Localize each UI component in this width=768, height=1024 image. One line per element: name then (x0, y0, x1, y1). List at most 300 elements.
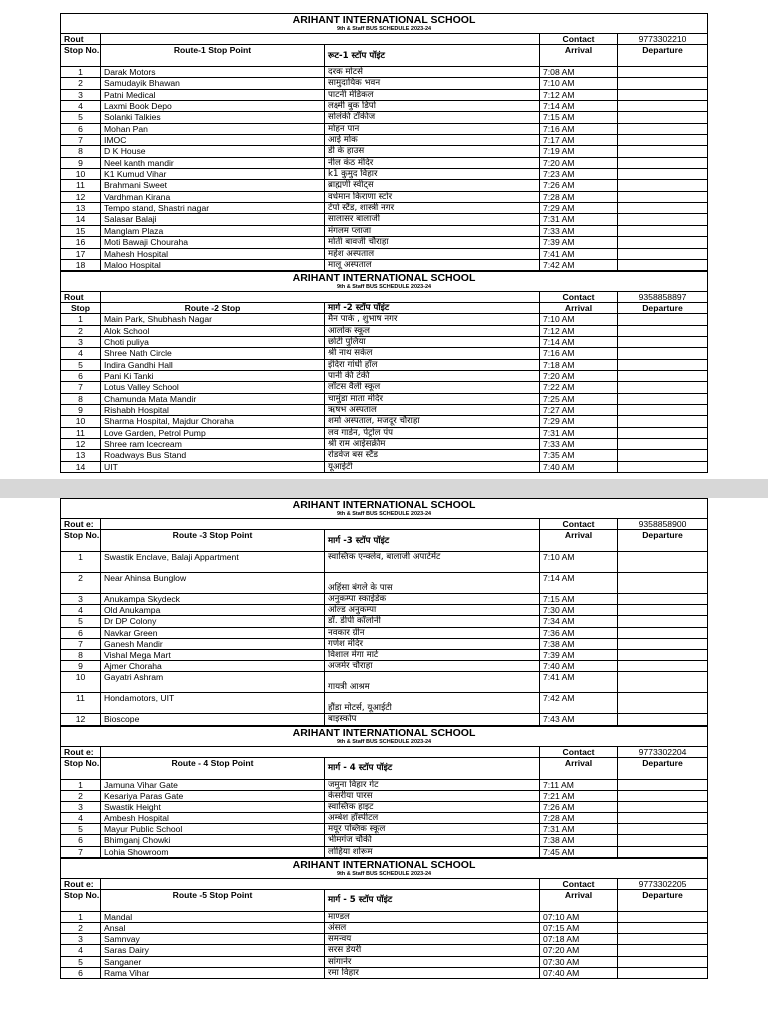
stop-name-en: Manglam Plaza (101, 225, 325, 236)
departure-time (618, 359, 708, 370)
stop-number: 5 (61, 956, 101, 967)
departure-time (618, 638, 708, 649)
departure-time (618, 649, 708, 660)
stop-name-hi: अम्बेश हॉस्पीटल (325, 813, 540, 824)
stop-number: 6 (61, 627, 101, 638)
departure-header: Departure (618, 757, 708, 779)
stop-name-hi: मंगलम प्लाजा (325, 225, 540, 236)
arrival-time: 07:20 AM (540, 945, 618, 956)
stop-name-en: Swastik Enclave, Balaji Appartment (101, 552, 325, 573)
stop-name-en: Patni Medical (101, 89, 325, 100)
table-row (61, 123, 708, 134)
stop-number: 3 (61, 801, 101, 812)
arrival-time: 7:40 AM (540, 461, 618, 472)
table-row (61, 89, 708, 100)
stop-name-hi: जमुना विहार गेट (325, 779, 540, 790)
stop-name-hi: बाइस्कोप (325, 714, 540, 725)
arrival-time: 7:27 AM (540, 404, 618, 415)
arrival-time: 7:08 AM (540, 67, 618, 78)
stop-name-hi: छोटी पुलिया (325, 336, 540, 347)
table-row (61, 169, 708, 180)
stop-number: 11 (61, 427, 101, 438)
stop-name-hi: रमा विहार (325, 967, 540, 978)
arrival-time: 7:28 AM (540, 191, 618, 202)
stop-number: 7 (61, 846, 101, 857)
stop-name-en: Mandal (101, 911, 325, 922)
arrival-time: 7:31 AM (540, 427, 618, 438)
stop-number: 2 (61, 790, 101, 801)
stop-name-en: Chamunda Mata Mandir (101, 393, 325, 404)
arrival-time: 7:16 AM (540, 348, 618, 359)
table-row (61, 714, 708, 725)
departure-time (618, 101, 708, 112)
schedule-page-2 (60, 498, 707, 1024)
stop-number: 2 (61, 923, 101, 934)
departure-time (618, 835, 708, 846)
stop-name-en: Kesariya Paras Gate (101, 790, 325, 801)
arrival-time: 7:20 AM (540, 157, 618, 168)
stop-number: 4 (61, 101, 101, 112)
stop-name-hi: स्वास्तिक एन्क्लेव, बालाजी अपार्टमेंट (325, 552, 540, 573)
contact-label: Contact (540, 292, 618, 303)
departure-time (618, 616, 708, 627)
table-row (61, 203, 708, 214)
table-row (61, 616, 708, 627)
arrival-time: 7:25 AM (540, 393, 618, 404)
stop-name-hi: हौंडा मोटर्स, यूआईटी (325, 693, 540, 714)
departure-time (618, 336, 708, 347)
stop-name-hi: रोडवेज बस स्टैंड (325, 450, 540, 461)
stop-name-hi: सरस डेयरी (325, 945, 540, 956)
page-gap (0, 479, 768, 498)
stop-number: 10 (61, 416, 101, 427)
arrival-time: 7:41 AM (540, 672, 618, 693)
stop-name-hi: विशाल मेगा मार्ट (325, 649, 540, 660)
stop-name-hi: ऋषभ अस्पताल (325, 404, 540, 415)
departure-time (618, 416, 708, 427)
stop-number: 3 (61, 594, 101, 605)
arrival-time: 7:39 AM (540, 237, 618, 248)
table-row (61, 661, 708, 672)
departure-time (618, 693, 708, 714)
departure-header: Departure (618, 303, 708, 314)
arrival-time: 7:35 AM (540, 450, 618, 461)
stop-number: 5 (61, 112, 101, 123)
stop-name-hi: पानी की टंकी (325, 370, 540, 381)
stop-number: 14 (61, 461, 101, 472)
departure-time (618, 714, 708, 725)
stop-name-hi: लक्ष्मी बुक डिपो (325, 101, 540, 112)
stop-number: 15 (61, 225, 101, 236)
stop-name-en: Mayur Public School (101, 824, 325, 835)
stop-no-header: Stop No. (61, 889, 101, 911)
stop-name-hi: इंदिरा गांधी हॉल (325, 359, 540, 370)
stop-name-en: Ajmer Choraha (101, 661, 325, 672)
stop-name-hi: महेश अस्पताल (325, 248, 540, 259)
stop-name-en: Anukampa Skydeck (101, 594, 325, 605)
stop-name-hi: मोहन पान (325, 123, 540, 134)
stop-name-hi: अंसल (325, 923, 540, 934)
blank-cell (101, 292, 540, 303)
arrival-time: 7:38 AM (540, 835, 618, 846)
stop-number: 13 (61, 203, 101, 214)
departure-time (618, 314, 708, 325)
arrival-time: 7:12 AM (540, 89, 618, 100)
table-row (61, 146, 708, 157)
stop-number: 9 (61, 157, 101, 168)
contact-number: 9773302204 (618, 746, 708, 757)
stop-name-hi: सालासर बालाजी (325, 214, 540, 225)
table-row (61, 573, 708, 594)
arrival-header: Arrival (540, 889, 618, 911)
stop-name-hi: सोलंकी टॉकीज (325, 112, 540, 123)
table-row (61, 846, 708, 857)
stop-number: 6 (61, 967, 101, 978)
arrival-time: 7:42 AM (540, 259, 618, 270)
stop-no-header: Stop No. (61, 757, 101, 779)
table-row (61, 824, 708, 835)
stop-name-hi: अजमेर चौराहा (325, 661, 540, 672)
departure-time (618, 552, 708, 573)
departure-time (618, 135, 708, 146)
stop-no-header: Stop No. (61, 45, 101, 67)
stop-name-hi: डी के हाउस (325, 146, 540, 157)
route-5-table (60, 858, 708, 979)
schedule-subtitle: 9th & Staff BUS SCHEDULE 2023-24 (336, 26, 432, 32)
schedule-page-1 (60, 13, 707, 479)
route-name-hi: मार्ग - 4 स्टॉप पॉइंट (325, 757, 540, 779)
stop-no-header: Stop (61, 303, 101, 314)
stop-name-en: D K House (101, 146, 325, 157)
stop-number: 17 (61, 248, 101, 259)
arrival-time: 7:14 AM (540, 101, 618, 112)
stop-name-hi: आलोक स्कूल (325, 325, 540, 336)
arrival-time: 7:31 AM (540, 824, 618, 835)
arrival-time: 7:31 AM (540, 214, 618, 225)
route-name-en: Route -3 Stop Point (101, 530, 325, 552)
arrival-time: 7:10 AM (540, 78, 618, 89)
stop-number: 10 (61, 169, 101, 180)
stop-name-en: Gayatri Ashram (101, 672, 325, 693)
stop-name-en: Vishal Mega Mart (101, 649, 325, 660)
departure-header: Departure (618, 889, 708, 911)
departure-time (618, 404, 708, 415)
rout-label: Rout (61, 34, 101, 45)
blank-cell (101, 878, 540, 889)
stop-name-hi: लोहिया शोरूम (325, 846, 540, 857)
blank-cell (101, 34, 540, 45)
stop-number: 8 (61, 146, 101, 157)
departure-time (618, 813, 708, 824)
stop-name-hi: k1 कुमुद विहार (325, 169, 540, 180)
table-row (61, 248, 708, 259)
stop-name-en: Near Ahinsa Bunglow (101, 573, 325, 594)
stop-number: 9 (61, 404, 101, 415)
stop-name-en: Laxmi Book Depo (101, 101, 325, 112)
stop-name-en: Sanganer (101, 956, 325, 967)
school-name: ARIHANT INTERNATIONAL SCHOOL (292, 14, 476, 26)
stop-name-en: Vardhman Kirana (101, 191, 325, 202)
stop-number: 4 (61, 605, 101, 616)
stop-number: 5 (61, 616, 101, 627)
stop-name-hi: माण्डल (325, 911, 540, 922)
departure-time (618, 89, 708, 100)
arrival-time: 7:22 AM (540, 382, 618, 393)
stop-number: 13 (61, 450, 101, 461)
stop-number: 2 (61, 325, 101, 336)
stop-name-hi: लव गार्डन, पेट्रोल पंप (325, 427, 540, 438)
departure-time (618, 438, 708, 449)
blank-cell (101, 746, 540, 757)
stop-number: 18 (61, 259, 101, 270)
stop-name-hi: आई मोक (325, 135, 540, 146)
contact-label: Contact (540, 34, 618, 45)
arrival-header: Arrival (540, 757, 618, 779)
stop-number: 7 (61, 382, 101, 393)
departure-time (618, 461, 708, 472)
stop-name-hi: पाटनी मेडिकल (325, 89, 540, 100)
table-row (61, 259, 708, 270)
arrival-time: 7:21 AM (540, 790, 618, 801)
stop-name-hi: गणेश मंदिर (325, 638, 540, 649)
route-name-hi: मार्ग -3 स्टॉप पॉइंट (325, 530, 540, 552)
stop-number: 6 (61, 123, 101, 134)
stop-name-en: Darak Motors (101, 67, 325, 78)
table-row (61, 427, 708, 438)
departure-time (618, 237, 708, 248)
stop-name-en: Dr DP Colony (101, 616, 325, 627)
departure-time (618, 790, 708, 801)
title-block (61, 499, 708, 519)
arrival-time: 07:10 AM (540, 911, 618, 922)
table-row (61, 325, 708, 336)
table-row (61, 359, 708, 370)
departure-time (618, 382, 708, 393)
stop-number: 10 (61, 672, 101, 693)
departure-time (618, 661, 708, 672)
stop-number: 3 (61, 934, 101, 945)
departure-time (618, 672, 708, 693)
stop-name-en: Main Park, Shubhash Nagar (101, 314, 325, 325)
stop-name-hi: स्वास्तिक हाइट (325, 801, 540, 812)
departure-time (618, 67, 708, 78)
contact-label: Contact (540, 746, 618, 757)
stop-number: 1 (61, 314, 101, 325)
table-row (61, 967, 708, 978)
stop-number: 1 (61, 911, 101, 922)
departure-time (618, 846, 708, 857)
route-2-table (60, 271, 708, 473)
title-block (61, 726, 708, 746)
departure-time (618, 146, 708, 157)
arrival-time: 7:26 AM (540, 180, 618, 191)
stop-number: 6 (61, 835, 101, 846)
departure-time (618, 325, 708, 336)
table-row (61, 911, 708, 922)
stop-number: 2 (61, 78, 101, 89)
departure-time (618, 945, 708, 956)
table-row (61, 112, 708, 123)
departure-time (618, 157, 708, 168)
stop-number: 5 (61, 824, 101, 835)
arrival-time: 7:15 AM (540, 112, 618, 123)
stop-name-en: Maloo Hospital (101, 259, 325, 270)
stop-name-en: IMOC (101, 135, 325, 146)
arrival-time: 7:18 AM (540, 359, 618, 370)
departure-header: Departure (618, 45, 708, 67)
stop-name-hi: गायत्री आश्रम (325, 672, 540, 693)
contact-number: 9773302205 (618, 878, 708, 889)
arrival-time: 7:29 AM (540, 416, 618, 427)
arrival-time: 7:40 AM (540, 661, 618, 672)
stop-name-hi: सामुदायिक भवन (325, 78, 540, 89)
arrival-time: 7:42 AM (540, 693, 618, 714)
departure-time (618, 123, 708, 134)
stop-number: 4 (61, 813, 101, 824)
table-row (61, 801, 708, 812)
departure-time (618, 450, 708, 461)
table-row (61, 382, 708, 393)
table-row (61, 945, 708, 956)
arrival-header: Arrival (540, 45, 618, 67)
stop-name-en: Samnvay (101, 934, 325, 945)
table-row (61, 605, 708, 616)
table-row (61, 135, 708, 146)
departure-time (618, 348, 708, 359)
departure-time (618, 169, 708, 180)
departure-time (618, 627, 708, 638)
route-name-en: Route-1 Stop Point (101, 45, 325, 67)
stop-number: 8 (61, 393, 101, 404)
departure-time (618, 78, 708, 89)
stop-name-hi: श्री राम आईसक्रीम (325, 438, 540, 449)
stop-name-en: Brahmani Sweet (101, 180, 325, 191)
arrival-time: 7:11 AM (540, 779, 618, 790)
departure-time (618, 605, 708, 616)
stop-number: 3 (61, 336, 101, 347)
stop-number: 12 (61, 714, 101, 725)
departure-time (618, 934, 708, 945)
route-name-hi: मार्ग - 5 स्टॉप पॉइंट (325, 889, 540, 911)
arrival-time: 7:33 AM (540, 225, 618, 236)
stop-name-hi: शर्मा अस्पताल, मजदूर चौराहा (325, 416, 540, 427)
stop-name-en: Lotus Valley School (101, 382, 325, 393)
departure-time (618, 573, 708, 594)
stop-name-en: Sharma Hospital, Majdur Choraha (101, 416, 325, 427)
title-block (61, 14, 708, 34)
arrival-time: 07:30 AM (540, 956, 618, 967)
route-name-hi: रूट-1 स्टॉप पॉइंट (325, 45, 540, 67)
stop-name-en: Ansal (101, 923, 325, 934)
stop-name-en: Love Garden, Petrol Pump (101, 427, 325, 438)
arrival-time: 7:36 AM (540, 627, 618, 638)
stop-name-en: UIT (101, 461, 325, 472)
stop-name-en: Shree Nath Circle (101, 348, 325, 359)
departure-time (618, 180, 708, 191)
stop-name-hi: मालू अस्पताल (325, 259, 540, 270)
schedule-subtitle: 9th & Staff BUS SCHEDULE 2023-24 (336, 284, 432, 291)
stop-number: 7 (61, 135, 101, 146)
stop-name-hi: श्री नाथ सर्कल (325, 348, 540, 359)
stop-name-hi: नील कंठ मंदिर (325, 157, 540, 168)
route-name-en: Route - 4 Stop Point (101, 757, 325, 779)
stop-name-hi: चामुंडा माता मंदिर (325, 393, 540, 404)
table-row (61, 594, 708, 605)
arrival-time: 7:33 AM (540, 438, 618, 449)
stop-name-en: Mahesh Hospital (101, 248, 325, 259)
contact-number: 9773302210 (618, 34, 708, 45)
stop-name-en: Neel kanth mandir (101, 157, 325, 168)
departure-time (618, 779, 708, 790)
arrival-time: 7:19 AM (540, 146, 618, 157)
stop-number: 2 (61, 573, 101, 594)
stop-name-en: Samudayik Bhawan (101, 78, 325, 89)
stop-name-hi: मयूर पब्लिक स्कूल (325, 824, 540, 835)
departure-time (618, 191, 708, 202)
table-row (61, 438, 708, 449)
departure-time (618, 248, 708, 259)
stop-number: 5 (61, 359, 101, 370)
departure-time (618, 923, 708, 934)
stop-name-hi: वर्धमान किराणा स्टोर (325, 191, 540, 202)
departure-time (618, 801, 708, 812)
departure-time (618, 203, 708, 214)
stop-name-en: Salasar Balaji (101, 214, 325, 225)
stop-name-en: Lohia Showroom (101, 846, 325, 857)
stop-name-en: Tempo stand, Shastri nagar (101, 203, 325, 214)
stop-name-hi: भीमगंज चौकी (325, 835, 540, 846)
table-row (61, 693, 708, 714)
stop-name-en: Alok School (101, 325, 325, 336)
stop-name-en: Roadways Bus Stand (101, 450, 325, 461)
arrival-time: 7:28 AM (540, 813, 618, 824)
stop-name-hi: डॉ. डीपी कॉलोनी (325, 616, 540, 627)
arrival-header: Arrival (540, 530, 618, 552)
contact-label: Contact (540, 519, 618, 530)
rout-label: Rout (61, 292, 101, 303)
arrival-time: 7:10 AM (540, 314, 618, 325)
stop-name-hi: ब्राह्मणी स्वीट्स (325, 180, 540, 191)
stop-name-hi: ओल्ड अनुकम्पा (325, 605, 540, 616)
departure-time (618, 594, 708, 605)
arrival-time: 7:29 AM (540, 203, 618, 214)
rout-label: Rout e: (61, 519, 101, 530)
arrival-time: 7:43 AM (540, 714, 618, 725)
stop-name-hi: यूआईटी (325, 461, 540, 472)
stop-name-hi: दरक मोटर्स (325, 67, 540, 78)
departure-time (618, 370, 708, 381)
stop-name-en: Navkar Green (101, 627, 325, 638)
stop-name-en: Mohan Pan (101, 123, 325, 134)
table-row (61, 101, 708, 112)
stop-name-hi: सांगानेर (325, 956, 540, 967)
table-row (61, 638, 708, 649)
stop-name-hi: टेंपो स्टैंड, शास्त्री नगर (325, 203, 540, 214)
stop-number: 12 (61, 191, 101, 202)
stop-number: 16 (61, 237, 101, 248)
table-row (61, 191, 708, 202)
stop-name-en: Old Anukampa (101, 605, 325, 616)
arrival-time: 7:12 AM (540, 325, 618, 336)
arrival-time: 7:14 AM (540, 573, 618, 594)
table-row (61, 67, 708, 78)
route-name-hi: मार्ग -2 स्टॉप पॉइंट (325, 303, 540, 314)
table-row (61, 934, 708, 945)
stop-number: 1 (61, 67, 101, 78)
stop-name-hi: मोती बावजी चौराहा (325, 237, 540, 248)
table-row (61, 956, 708, 967)
stop-name-en: Rama Vihar (101, 967, 325, 978)
